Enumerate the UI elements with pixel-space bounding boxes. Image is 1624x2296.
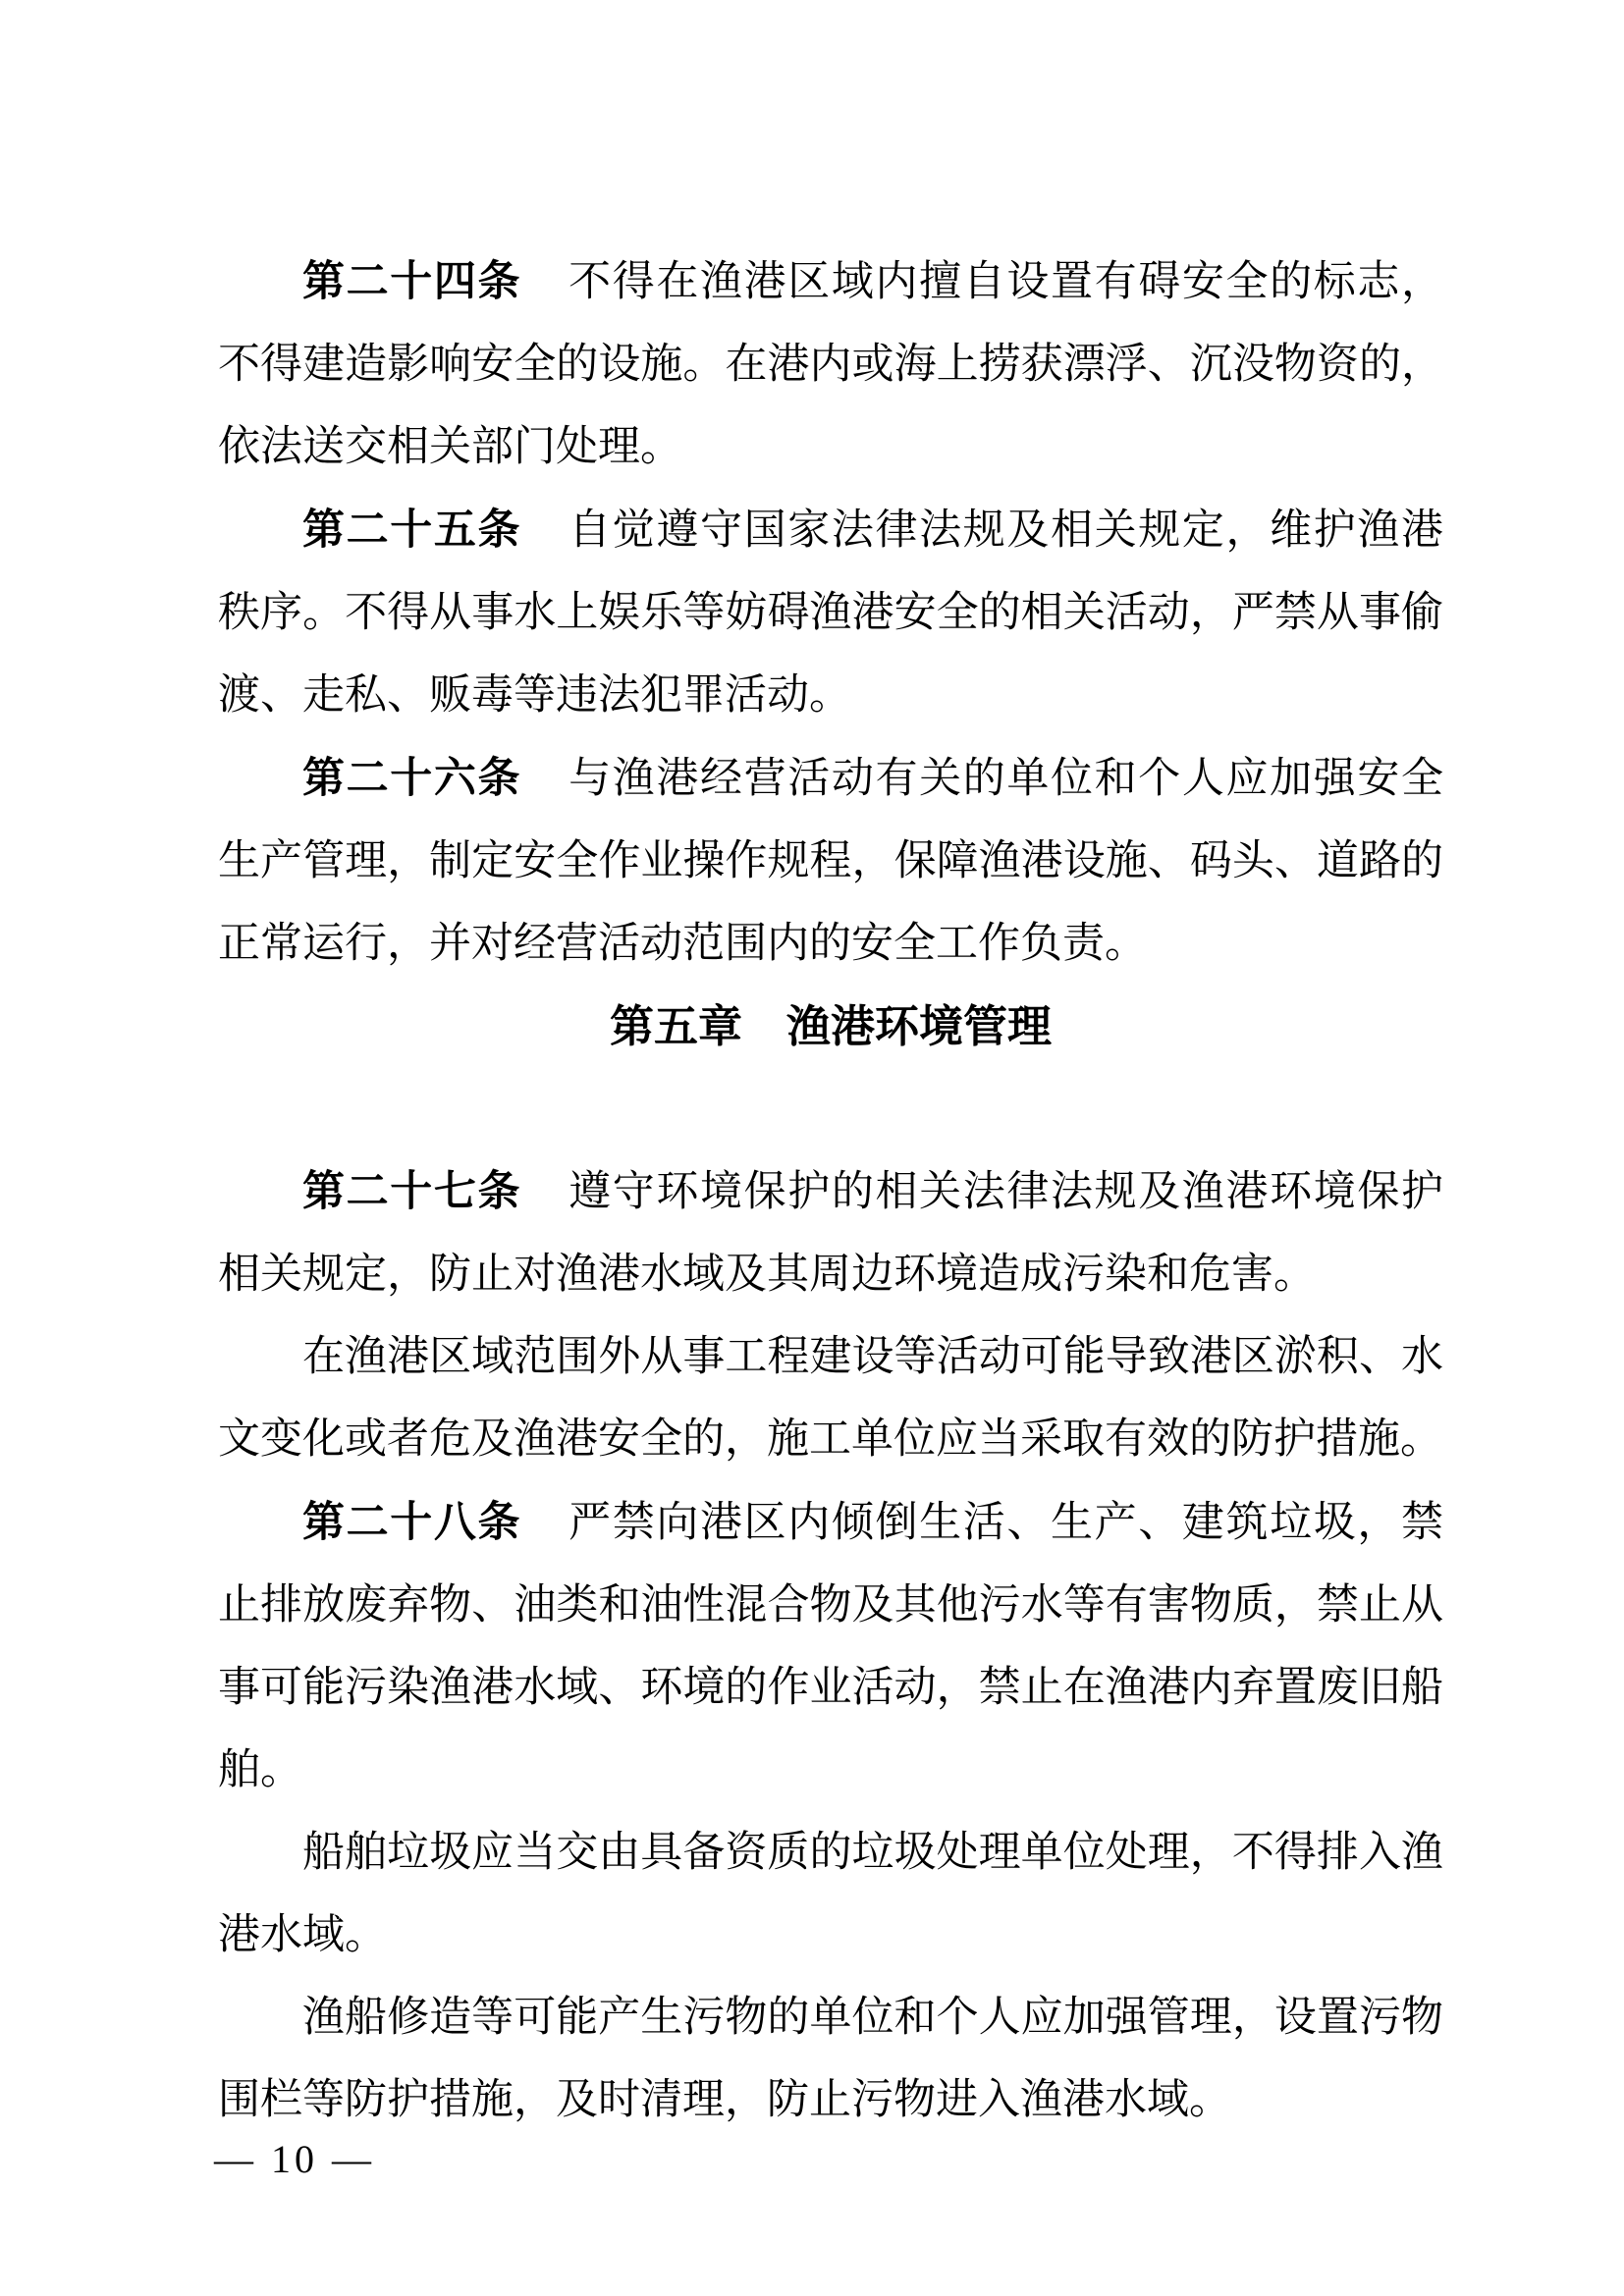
article-28-number: 第二十八条: [302, 1499, 522, 1546]
article-27-text: 遵守环境保护的相关法律法规及渔港环境保护相关规定，防止对渔港水域及其周边环境造成污染和危害。: [218, 1169, 1443, 1298]
article-27-sub-paragraph: [218, 1316, 1443, 1481]
article-24-text: 不得在渔港区域内擅自设置有碍安全的标志，不得建造影响安全的设施。在港内或海上捞获漂浮、沉没物资的，依法送交相关部门处理。: [218, 259, 1443, 470]
article-27-paragraph: [218, 1150, 1443, 1316]
article-24-number: 第二十四条: [302, 258, 522, 305]
article-28-sub-text-2: 渔船修造等可能产生污物的单位和个人应加强管理，设置污物围栏等防护措施，及时清理，防止污物进入渔港水域。: [218, 1995, 1443, 2123]
chapter-5-heading: [218, 986, 1443, 1068]
article-25-number: 第二十五条: [302, 507, 522, 554]
chapter-number: 第五章: [609, 1001, 742, 1051]
article-25-text: 自觉遵守国家法律法规及相关规定，维护渔港秩序。不得从事水上娱乐等妨碍渔港安全的相关活动，严禁从事偷渡、走私、贩毒等违法犯罪活动。: [218, 507, 1443, 719]
page-footer: [214, 2130, 375, 2189]
article-26-paragraph: [218, 737, 1443, 986]
article-28-sub-paragraph-1: [218, 1812, 1443, 1977]
article-27-number: 第二十七条: [302, 1168, 522, 1215]
article-26-text: 与渔港经营活动有关的单位和个人应加强安全生产管理，制定安全作业操作规程，保障渔港设施、码头、道路的正常运行，并对经营活动范围内的安全工作负责。: [218, 756, 1443, 967]
article-28-text: 严禁向港区内倾倒生活、生产、建筑垃圾，禁止排放废弃物、油类和油性混合物及其他污水等有害物质，禁止从事可能污染渔港水域、环境的作业活动，禁止在渔港内弃置废旧船舶。: [218, 1500, 1443, 1793]
article-28-paragraph: [218, 1481, 1443, 1812]
article-28-sub-paragraph-2: [218, 1977, 1443, 2142]
chapter-title: 渔港环境管理: [786, 1001, 1053, 1051]
article-24-paragraph: [218, 240, 1443, 489]
article-25-paragraph: [218, 489, 1443, 737]
article-27-sub-text: 在渔港区域范围外从事工程建设等活动可能导致港区淤积、水文变化或者危及渔港安全的，施工单位应当采取有效的防护措施。: [218, 1334, 1443, 1463]
article-28-sub-text-1: 船舶垃圾应当交由具备资质的垃圾处理单位处理，不得排入渔港水域。: [218, 1830, 1443, 1958]
article-26-number: 第二十六条: [302, 755, 522, 802]
document-content: [218, 240, 1443, 2142]
page-number: — 10 —: [214, 2137, 375, 2181]
